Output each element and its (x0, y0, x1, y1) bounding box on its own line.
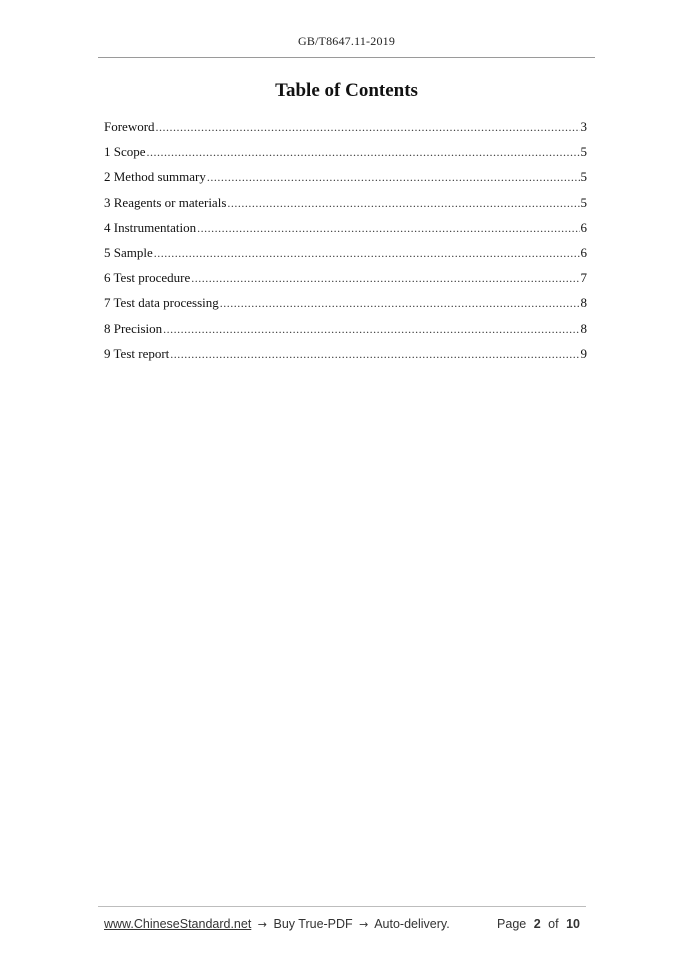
toc-entry-method-summary[interactable] (104, 167, 587, 192)
page-word: Page (497, 917, 527, 931)
right-arrow-icon: → (257, 918, 268, 931)
dot-leader (156, 117, 580, 137)
toc-entry-label: 5 Sample (104, 244, 153, 260)
toc-entry-label: 9 Test report (104, 345, 170, 361)
toc-entry-page: 5 (580, 194, 587, 210)
page-footer (104, 917, 584, 931)
toc-entry-page: 6 (580, 219, 587, 235)
toc-entry-precision[interactable] (104, 319, 587, 344)
toc-entry-page: 5 (580, 169, 587, 185)
toc-entry-sample[interactable] (104, 243, 587, 268)
dot-leader (227, 193, 579, 213)
site-link[interactable]: www.ChineseStandard.net (104, 917, 252, 931)
toc-entry-label: Foreword (104, 119, 155, 134)
auto-delivery-text: Auto-delivery. (374, 917, 450, 931)
toc-entry-page: 8 (580, 295, 587, 311)
of-word: of (548, 917, 559, 931)
toc-entry-label: 3 Reagents or materials (104, 194, 227, 210)
toc-entry-label: 6 Test procedure (104, 270, 191, 286)
toc-entry-page: 8 (580, 320, 587, 336)
document-header: GB/T8647.11-2019 (297, 34, 396, 48)
toc-entry-label: 8 Precision (104, 320, 163, 336)
toc-entry-test-report[interactable] (104, 344, 587, 369)
toc-entry-test-procedure[interactable] (104, 268, 587, 293)
toc-entry-data-processing[interactable] (104, 293, 587, 318)
dot-leader (207, 167, 580, 187)
dot-leader (154, 243, 580, 263)
dot-leader (197, 218, 579, 238)
toc-entry-reagents[interactable] (104, 193, 587, 218)
toc-entry-label: 7 Test data processing (104, 295, 219, 311)
toc-entry-page: 3 (580, 119, 587, 134)
current-page: 2 (533, 917, 541, 931)
total-pages: 10 (566, 917, 580, 931)
toc-entry-page: 6 (580, 244, 587, 260)
right-arrow-icon: → (359, 918, 369, 931)
toc-entry-page: 7 (580, 270, 587, 286)
footer-divider (98, 906, 586, 907)
dot-leader (220, 293, 580, 313)
buy-pdf-text: Buy True-PDF (273, 917, 353, 931)
toc-entry-scope[interactable] (104, 142, 587, 167)
toc-entry-page: 9 (580, 345, 587, 361)
header-divider (98, 57, 595, 58)
dot-leader (163, 319, 579, 339)
footer-promo (104, 917, 450, 931)
toc-entry-label: 4 Instrumentation (104, 219, 197, 235)
dot-leader (170, 344, 579, 364)
toc-entry-page: 5 (580, 144, 587, 160)
toc-entry-label: 2 Method summary (104, 169, 206, 185)
toc-entry-label: 1 Scope (104, 144, 146, 160)
page-title: Table of Contents (275, 80, 418, 101)
page-number (497, 917, 584, 931)
dot-leader (147, 142, 580, 162)
toc-entry-foreword[interactable] (104, 117, 587, 142)
table-of-contents (104, 117, 587, 369)
dot-leader (191, 268, 579, 288)
toc-entry-instrumentation[interactable] (104, 218, 587, 243)
